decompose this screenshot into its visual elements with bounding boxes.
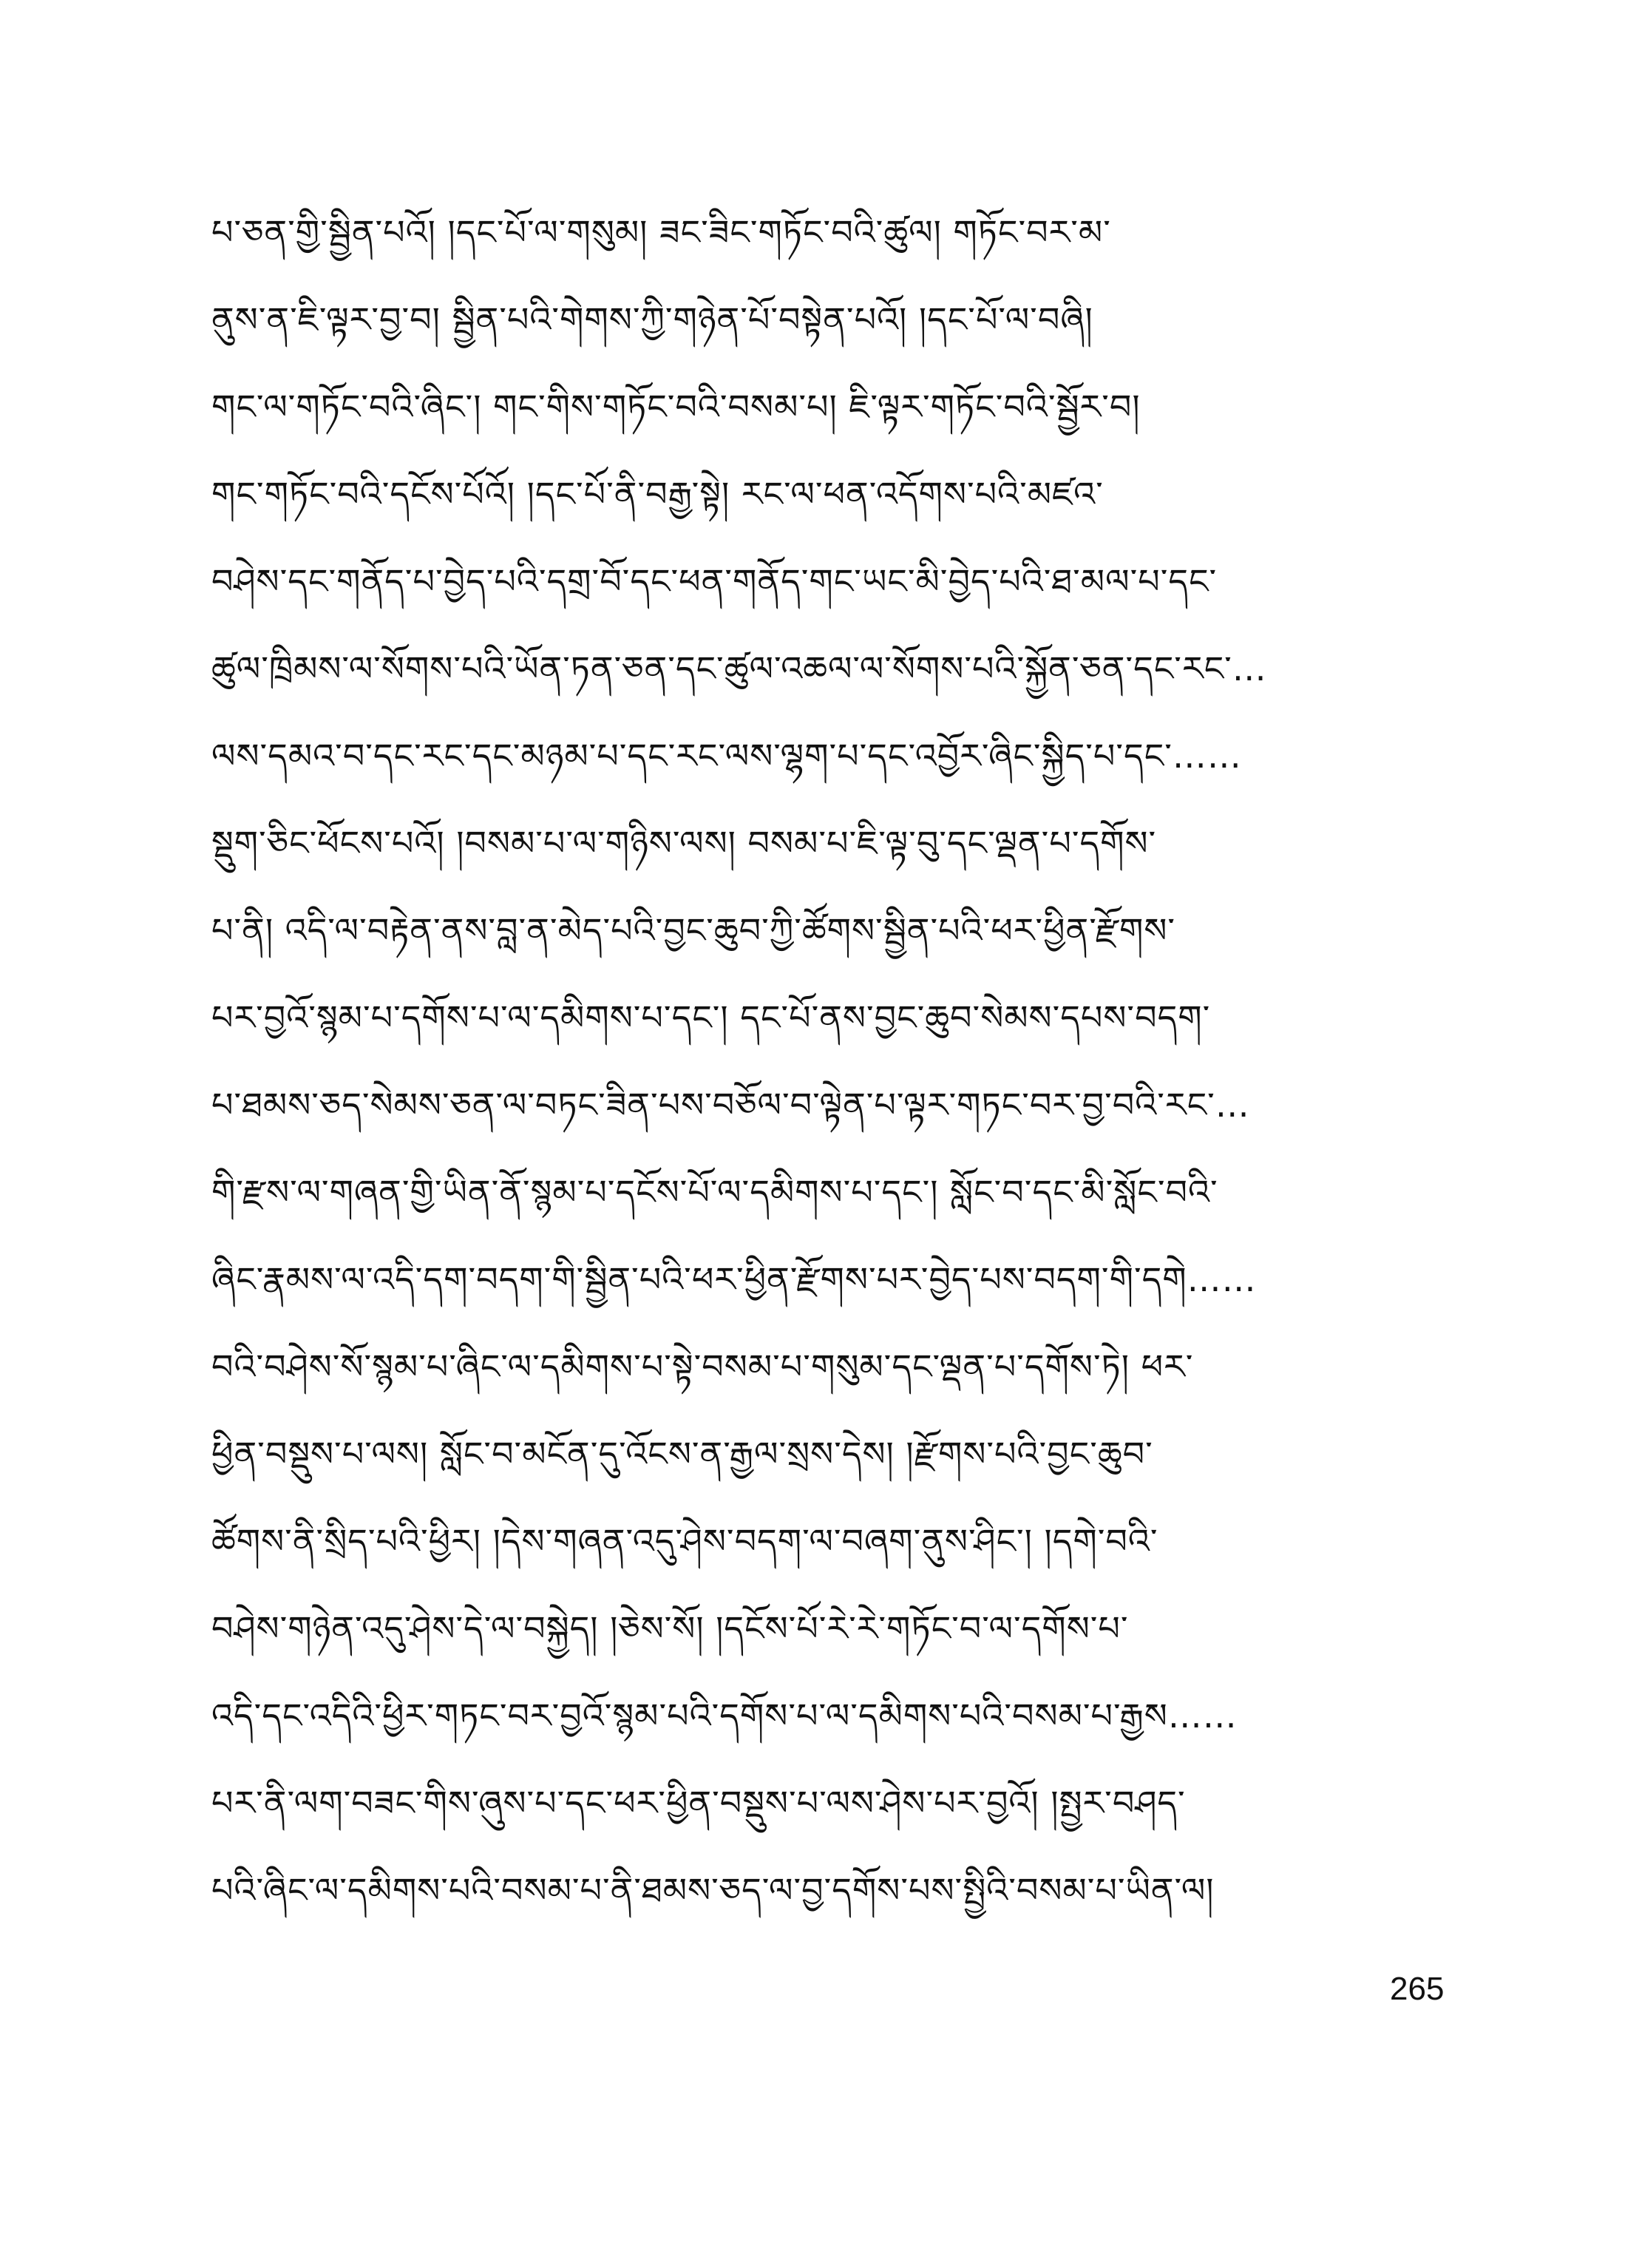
text-line: ཚུལ་ཁྲིམས་ལ་སོགས་པའི་ཡོན་ཏན་ཅན་དང་ཚུལ་འཆལ་ལ་སོགས་པའི་སྐྱོན་ཅན་དང་རང་… <box>211 649 1267 688</box>
text-line: སྡུག་ཅིང་ཕོངས་པའོ། །བསམ་པ་ལ་གཉིས་ལས། བསམ་པ་ཇི་ལྟ་བུ་དང་ལྡན་པ་དགོས་ <box>211 823 1157 863</box>
text-line: པར་ནི་ལག་བཟང་གིས་ཞུས་པ་དང་ཕར་ཕྱིན་བསྡུས་པ་ལས་ཤེས་པར་བྱའོ། །སྤྱར་བཤད་ <box>211 1783 1186 1823</box>
text-line: གི་རྫས་ལ་གཞན་གྱི་ཡིན་ནོ་སྙམ་པ་དངོས་པོ་ལ་དམིགས་པ་དང་། སློང་བ་དང་མི་སློང་བའི་ <box>211 1172 1218 1212</box>
text-line: པའི་ཞིང་ལ་དམིགས་པའི་བསམ་པ་ནི་ཐམས་ཅད་ལ་བྱ་དགོས་པས་སྤྱིའི་བསམ་པ་ཡིན་ལ། <box>211 1870 1215 1910</box>
text-line: བཤེས་དང་གནོད་པ་བྱེད་པའི་དགྲ་བོ་དང་ཕན་གནོད་གང་ཡང་མི་བྱེད་པའི་ཐ་མལ་པ་དང་ <box>211 561 1218 601</box>
text-line: ལས་དམའ་བ་དང་རང་དང་མཉམ་པ་དང་རང་ལས་ལྷག་པ་དང་འབྱོར་ཞིང་སྐྱིད་པ་དང་…… <box>211 736 1242 776</box>
text-line: ནུས་ན་ཇི་ལྟར་བྱ་བ། སྦྱིན་པའི་གེགས་ཀྱི་གཉེན་པོ་བསྟེན་པའོ། །དང་པོ་ལ་བཞི། <box>211 299 1093 339</box>
body-text <box>211 189 1490 1934</box>
text-line: པ་ནི། འདི་ལ་བརྟེན་ནས་བླ་ན་མེད་པའི་བྱང་ཆུབ་ཀྱི་ཚོགས་སྦྱིན་པའི་ཕར་ཕྱིན་རྫོགས་ <box>211 910 1176 950</box>
page-number: 265 <box>1390 1971 1445 2007</box>
text-line: འདི་དང་འདིའི་ཕྱིར་གཏང་བར་བྱའོ་སྙམ་པའི་དགོས་པ་ལ་དམིགས་པའི་བསམ་པ་རྒྱས…… <box>211 1696 1238 1736</box>
text-line: ཞིང་རྣམས་ལ་འདི་དག་བདག་གི་སྦྱིན་པའི་ཕར་ཕྱིན་རྫོགས་པར་བྱེད་པས་བདག་གི་དགེ…… <box>211 1259 1257 1299</box>
text-line: བའི་བཤེས་སོ་སྙམ་པ་ཞིང་ལ་དམིགས་པ་སྟེ་བསམ་པ་གསུམ་དང་ལྡན་པ་དགོས་ཏེ། ཕར་ <box>211 1347 1194 1387</box>
text-line: པ་ཐམས་ཅད་སེམས་ཅན་ལ་བཏང་ཟིན་པས་བཅོལ་བ་ལྟེན་པ་ལྟར་གཏང་བར་བྱ་བའི་རང་… <box>211 1085 1250 1125</box>
text-line: པར་བྱའོ་སྙམ་པ་དགོས་པ་ལ་དམིགས་པ་དང་། དང་པོ་ནས་བྱང་ཆུབ་སེམས་དཔས་བདག་ <box>211 998 1211 1037</box>
text-line: བཤེས་གཉེན་འདུ་ཤེས་དེ་ལ་བསྐྱེད། །ཅེས་སོ། །དངོས་པོ་རེ་རེ་གཏོང་བ་ལ་དགོས་པ་ <box>211 1608 1129 1648</box>
text-line: པ་ཅན་གྱི་སྦྱིན་པའོ། །དང་པོ་ལ་གསུམ། ཟང་ཟིང་གཏོང་བའི་ཚུལ། གཏོང་བར་མ་ <box>211 212 1111 252</box>
text-line: གང་ལ་གཏོང་བའི་ཞིང་། གང་གིས་གཏོང་བའི་བསམ་པ། ཇི་ལྟར་གཏོང་བའི་སྦྱོར་བ། <box>211 387 1141 427</box>
text-line: གང་གཏོང་བའི་དངོས་པོའོ། །དང་པོ་ནི་བརྒྱ་སྟེ། རང་ལ་ཕན་འདོགས་པའི་མཛའ་ <box>211 474 1104 514</box>
text-line: ཕྱིན་བསྡུས་པ་ལས། སློང་བ་མངོན་དུ་འོངས་ན་རྒྱལ་སྲས་དེས། །རྫོགས་པའི་བྱང་ཆུབ་ <box>211 1434 1153 1474</box>
text-line: ཚོགས་ནི་སྲིད་པའི་ཕྱིར། །དེས་གཞན་འདུ་ཤེས་བདག་ལ་བཞག་ནུས་ཤིང་། །དགེ་བའི་ <box>211 1521 1158 1561</box>
